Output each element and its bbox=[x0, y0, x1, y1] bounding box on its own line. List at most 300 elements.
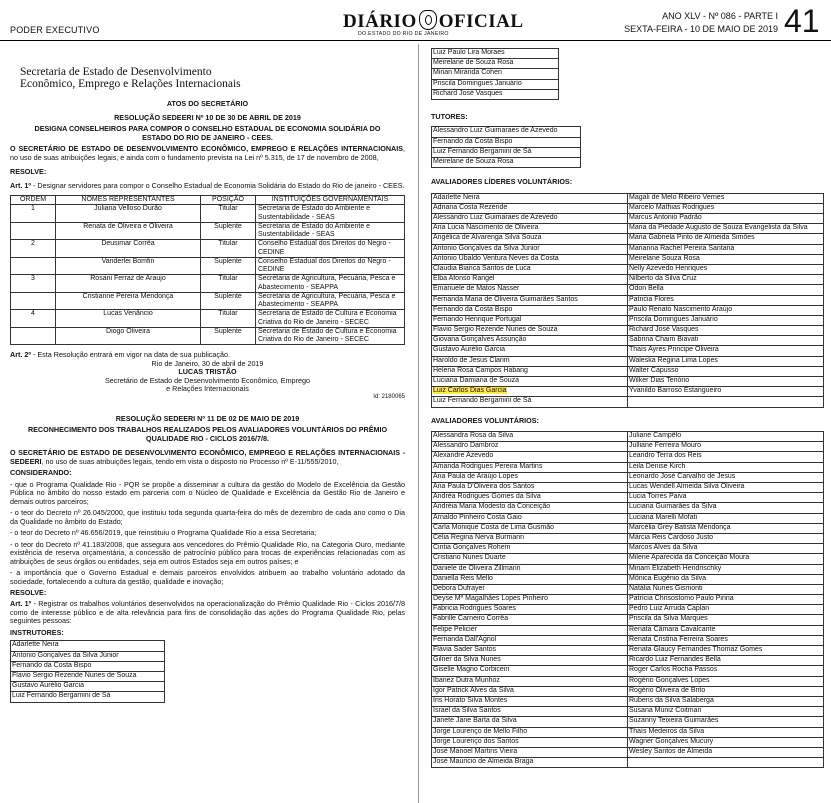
name-cell: Elba Afonso Rangel bbox=[432, 275, 628, 285]
cell-pos: Titular bbox=[201, 205, 256, 223]
name-cell: Giovana Gonçalves Assunção bbox=[432, 336, 628, 346]
place-date: Rio de Janeiro, 30 de abril de 2019 bbox=[151, 358, 264, 368]
name-cell: Gustavo Aurélio Garcia bbox=[432, 346, 628, 356]
name-row bbox=[432, 462, 824, 472]
name-cell: Gilner da Silva Nunes bbox=[432, 656, 628, 666]
resolution-10-subject: DESIGNA CONSELHEIROS PARA COMPOR O CONSELHO ESTADUAL DE ECONOMIA SOLIDÁRIA DO ESTADO DO RIO DE JANEIRO - CEES. bbox=[34, 124, 381, 142]
issue-number: ANO XLV - Nº 086 - PARTE I bbox=[662, 11, 778, 21]
name-cell: Cristiano Nunes Duarte bbox=[432, 554, 628, 564]
name-cell: Nelly Azevedo Henriques bbox=[628, 264, 824, 274]
name-cell: Renata Glaucy Fernandes Thomaz Gomes bbox=[628, 646, 824, 656]
cell-nome: Diogo Oliveira bbox=[56, 327, 201, 345]
name-row bbox=[432, 605, 824, 615]
art1-text: - Designar servidores para compor o Conselho Estadual de Economia Solidária do Estado do Rio de janeiro - CEES. bbox=[31, 180, 405, 190]
name-cell: Walter Capusso bbox=[628, 366, 824, 376]
voluntarios-body bbox=[432, 432, 824, 768]
name-row bbox=[432, 727, 824, 737]
issue-date: SEXTA-FEIRA - 10 DE MAIO DE 2019 bbox=[624, 23, 778, 34]
name-row bbox=[432, 707, 824, 717]
name-cell: Flavio Sergio Rezende Nunes de Souza bbox=[11, 671, 165, 681]
name-cell: Janete Jane Barta da Silva bbox=[432, 717, 628, 727]
cell-ordem bbox=[11, 222, 56, 240]
name-cell: Fernando da Costa Bispo bbox=[432, 137, 581, 147]
name-row bbox=[432, 595, 824, 605]
name-cell: José Mauricio de Almeida Braga bbox=[432, 758, 628, 768]
secretaria-line-1: Secretaria de Estado de Desenvolvimento bbox=[20, 66, 212, 78]
name-cell: Maria da Piedade Augusto de Souza Evangelista da Silva bbox=[628, 224, 824, 234]
left-column bbox=[10, 44, 405, 803]
cell-nome: Vanderlei Bomfin bbox=[56, 257, 201, 275]
name-cell: Gustavo Aurélio Garcia bbox=[11, 682, 165, 692]
name-cell: Paulo Renato Nascimento Araújo bbox=[628, 305, 824, 315]
council-table-body bbox=[11, 205, 405, 345]
name-cell: Patricia Flores bbox=[628, 295, 824, 305]
name-cell: Alexandre Azevedo bbox=[432, 452, 628, 462]
considerando-item: - o teor do Decreto nº 46.656/2019, que reinstituiu o Programa Qualidade Rio a essa Secretaria; bbox=[10, 528, 317, 538]
name-row bbox=[432, 472, 824, 482]
name-cell: Luciana Marelli Mofati bbox=[628, 513, 824, 523]
secretaria-line-2: Econômico, Emprego e Relações Internacionais bbox=[20, 78, 241, 91]
considerando-label: CONSIDERANDO: bbox=[10, 468, 72, 478]
cell-pos: Suplente bbox=[201, 327, 256, 345]
name-row bbox=[432, 544, 824, 554]
page-number: 41 bbox=[784, 3, 820, 39]
council-table-row bbox=[11, 240, 405, 258]
name-row bbox=[432, 717, 824, 727]
name-row bbox=[432, 346, 824, 356]
name-cell: Lucas Wendell Almeida Silva Oliveira bbox=[628, 483, 824, 493]
name-row bbox=[432, 326, 824, 336]
name-cell: Thaís Medeiros da Silva bbox=[628, 727, 824, 737]
name-cell: Ricardo Luiz Fernandes Bella bbox=[628, 656, 824, 666]
name-cell: Daniella Reis Mello bbox=[432, 574, 628, 584]
name-cell: Ibanez Dutra Munhoz bbox=[432, 676, 628, 686]
name-row bbox=[432, 387, 824, 397]
resolve-label: RESOLVE: bbox=[10, 587, 47, 597]
cell-inst: Secretaria de Estado do Ambiente e Sustentabilidade - SEAS bbox=[256, 205, 405, 223]
name-cell: Sabrina Chaim Biavati bbox=[628, 336, 824, 346]
cell-inst: Secretaria de Estado de Cultura e Economia Criativa do Rio de Janeiro - SECEC bbox=[256, 310, 405, 328]
name-cell: Marianna Rachel Pereira Santana bbox=[628, 244, 824, 254]
name-cell: Leila Denise Kirch bbox=[628, 462, 824, 472]
cell-ordem bbox=[11, 327, 56, 345]
intro-rest: , no uso de suas atribuições legais, tendo em vista o disposto no Processo nº E-11/555/2010, bbox=[41, 456, 339, 466]
name-cell: Richard José Vasques bbox=[432, 89, 559, 99]
name-cell: Fernanda Maria de Oliveira Guimarães Santos bbox=[432, 295, 628, 305]
name-row bbox=[11, 682, 165, 692]
name-cell: Haroldo de Jesus Clarim bbox=[432, 356, 628, 366]
name-row bbox=[432, 137, 581, 147]
cell-nome: Renata de Oliveira e Oliveira bbox=[56, 222, 201, 240]
cell-pos: Suplente bbox=[201, 292, 256, 310]
name-cell: Antonio Gonçalves da Silva Júnior bbox=[11, 651, 165, 661]
name-cell: Adarlette Neira bbox=[432, 193, 628, 203]
resolution-11-title: RESOLUÇÃO SEDEERI Nº 11 DE 02 DE MAIO DE 2019 bbox=[115, 413, 300, 423]
name-cell: Igor Patrick Alves da Silva bbox=[432, 686, 628, 696]
name-row bbox=[432, 305, 824, 315]
name-cell: Priscila Domingues Januário bbox=[432, 79, 559, 89]
name-cell: Luiz Paulo Lira Moraes bbox=[432, 49, 559, 59]
name-row bbox=[432, 635, 824, 645]
issue-info bbox=[600, 10, 778, 35]
name-row bbox=[432, 737, 824, 747]
name-row bbox=[432, 676, 824, 686]
name-row bbox=[11, 651, 165, 661]
considerando-item: - o teor do Decreto nº 26.045/2000, que instituiu toda segunda quarta-feira do mês de dezembro de cada ano como o Dia da Qualidade no âmbito do Estado; bbox=[10, 508, 405, 526]
name-cell: Nilberto da Silva Cruz bbox=[628, 275, 824, 285]
cell-ordem bbox=[11, 257, 56, 275]
secretaria-title bbox=[20, 66, 405, 90]
section-label: PODER EXECUTIVO bbox=[10, 25, 100, 35]
continued-names-table bbox=[431, 48, 559, 100]
name-row bbox=[432, 696, 824, 706]
art1 bbox=[10, 600, 405, 625]
name-cell: Patrícia Chrisostomo Paulo Pinna bbox=[628, 595, 824, 605]
name-row bbox=[432, 315, 824, 325]
name-cell: Ana Lucia Nascimento de Oliveira bbox=[432, 224, 628, 234]
name-cell: Meirelane de Souza Rosa bbox=[432, 157, 581, 167]
lideres-label: AVALIADORES LÍDERES VOLUNTÁRIOS: bbox=[431, 177, 573, 187]
intro-rest: , no uso de suas atribuições legais, e ainda com o fundamento prevista na Lei nº 5.315, de 17 de novembro de 2008, bbox=[10, 144, 405, 162]
name-cell: Pedro Luiz Arruda Caplan bbox=[628, 605, 824, 615]
name-cell: Debora Dufrayer bbox=[432, 584, 628, 594]
name-cell: Alessandro Dambroz bbox=[432, 442, 628, 452]
name-cell: Iris Horato Silva Montes bbox=[432, 696, 628, 706]
name-row bbox=[11, 661, 165, 671]
name-cell: Emanuele de Matos Nasser bbox=[432, 285, 628, 295]
cell-pos: Titular bbox=[201, 275, 256, 293]
name-cell: Odon Bella bbox=[628, 285, 824, 295]
name-cell: Alessandro Luiz Guimaraes de Azevedo bbox=[432, 127, 581, 137]
right-column bbox=[431, 44, 824, 803]
column-divider bbox=[418, 44, 419, 803]
name-row bbox=[432, 574, 824, 584]
masthead-diario: DIÁRIO bbox=[343, 11, 417, 32]
name-row bbox=[432, 452, 824, 462]
name-cell: Fernando Henrique Portugal bbox=[432, 315, 628, 325]
cell-pos: Titular bbox=[201, 310, 256, 328]
name-cell: Andréia Maria Modesto da Conceição bbox=[432, 503, 628, 513]
name-cell: Fabricia Rodrigues Soares bbox=[432, 605, 628, 615]
resolution-11-intro bbox=[10, 449, 405, 466]
name-cell: Wilker Dias Tenório bbox=[628, 377, 824, 387]
highlighted-name: Luiz Carlos Dias Garcia bbox=[433, 387, 507, 395]
name-cell: Marcus Antonio Padrão bbox=[628, 214, 824, 224]
name-cell: Adarlette Neira bbox=[11, 641, 165, 651]
masthead-oficial: OFICIAL bbox=[438, 11, 524, 32]
name-cell: Flavio Sergio Rezende Nunes de Souza bbox=[432, 326, 628, 336]
name-cell: Yvanildo Barroso Estangueiro bbox=[628, 387, 824, 397]
name-cell: Natália Nunes Gismonti bbox=[628, 584, 824, 594]
name-cell: Renata Câmara Cavalcante bbox=[628, 625, 824, 635]
name-cell: Thaís Ayres Principe Oliveira bbox=[628, 346, 824, 356]
atos-heading: ATOS DO SECRETÁRIO bbox=[166, 99, 249, 109]
resolution-10-title: RESOLUÇÃO SEDEERI Nº 10 DE 30 DE ABRIL DE 2019 bbox=[114, 112, 301, 122]
name-cell: Arnaldo Pinheiro Costa Gaio bbox=[432, 513, 628, 523]
name-row bbox=[432, 483, 824, 493]
considerando-item: - o teor do Decreto nº 41.183/2008, que assegura aos vencedores do Prêmio Qualidade Rio, na Categoria Ouro, mediante existência de reserva orçamentária, a concessão de patrocínio público para trocas de experiências relacionadas com as atribuições de seus órgãos ou entidades, seja em outros Estados seja em outros países; e bbox=[10, 539, 405, 566]
name-row bbox=[432, 432, 824, 442]
council-table-row bbox=[11, 327, 405, 345]
name-cell: Célia Regina Nerva Burmann bbox=[432, 533, 628, 543]
name-cell: José Manoel Martins Vieira bbox=[432, 747, 628, 757]
cell-pos: Titular bbox=[201, 240, 256, 258]
name-cell: Miriam Elizabeth Hendrischky bbox=[628, 564, 824, 574]
cell-pos: Suplente bbox=[201, 222, 256, 240]
name-cell: Richard José Vasques bbox=[628, 326, 824, 336]
art1-label: Art. 1º bbox=[10, 599, 32, 609]
considerando-item: - que o Programa Qualidade Rio - PQR se propõe a disseminar a cultura da gestão do Modelo de Excelência da Gestão Pública no âmbito do nosso estado em parceria com o Núcleo de Qualidade e Excelência da Gestão Rio de Janeiro e demais outros parceiros; bbox=[10, 479, 405, 506]
name-cell: Angélica de Alvarenga Silva Souza bbox=[432, 234, 628, 244]
cell-ordem: 4 bbox=[11, 310, 56, 328]
name-row bbox=[432, 356, 824, 366]
cell-inst: Secretaria de Estado do Ambiente e Sustentabilidade - SEAS bbox=[256, 222, 405, 240]
name-row bbox=[432, 264, 824, 274]
name-cell: Waleska Regina Lima Lopes bbox=[628, 356, 824, 366]
name-row bbox=[432, 513, 824, 523]
name-row bbox=[432, 523, 824, 533]
coat-of-arms-icon bbox=[419, 10, 437, 30]
name-cell: Luiz Fernando Bergamini de Sá bbox=[432, 397, 628, 407]
name-cell: Rubens da Silva Salaberga bbox=[628, 696, 824, 706]
name-row bbox=[432, 234, 824, 244]
name-cell: Leandro Terra dos Reis bbox=[628, 452, 824, 462]
name-row bbox=[432, 295, 824, 305]
signer-role-1: Secretário de Estado de Desenvolvimento Econômico, Emprego bbox=[105, 375, 310, 385]
cell-inst: Secretaria de Agricultura, Pecuária, Pesca e Abastecimento - SEAPPA bbox=[256, 292, 405, 310]
name-cell: Carla Monique Costa de Lima Gusmão bbox=[432, 523, 628, 533]
name-row bbox=[432, 625, 824, 635]
cell-inst: Conselho Estadual dos Direitos do Negro - CEDINE bbox=[256, 240, 405, 258]
name-cell: Deyse Mª Magalhães Lopes Pinheiro bbox=[432, 595, 628, 605]
name-cell: Israel da Silva Santos bbox=[432, 707, 628, 717]
name-cell: Priscila da Silva Marques bbox=[628, 615, 824, 625]
name-cell: Fernanda Dall'Agnol bbox=[432, 635, 628, 645]
art1-label: Art. 1º bbox=[10, 180, 31, 190]
name-cell bbox=[628, 397, 824, 407]
instrutores-label: INSTRUTORES: bbox=[10, 627, 64, 637]
name-cell: Julliane Ferreira Mouro bbox=[628, 442, 824, 452]
cell-nome: Deusimar Corrêa bbox=[56, 240, 201, 258]
cell-nome: Juliana Velloso Durão bbox=[56, 205, 201, 223]
name-cell: Priscila Domingues Januário bbox=[628, 315, 824, 325]
art1-text: - Registrar os trabalhos voluntários desenvolvidos na operacionalização do Prêmio Qualidade Rio - Ciclos 2016/7/8 como de interesse público e de alta relevância para fins de consolidação das ações do Programa Qualidade Rio, pelas seguintes pessoas: bbox=[10, 599, 405, 626]
cell-nome: Lucas Venâncio bbox=[56, 310, 201, 328]
name-cell: Suzanny Teixeira Guimarães bbox=[628, 717, 824, 727]
name-row bbox=[432, 646, 824, 656]
signer-role-2: e Relações Internacionais bbox=[166, 384, 249, 394]
tutores-table bbox=[431, 126, 581, 168]
cell-inst: Secretaria de Estado de Cultura e Economia Criativa do Rio de Janeiro - SECEC bbox=[256, 327, 405, 345]
name-cell: Jorge Lourenço dos Santos bbox=[432, 737, 628, 747]
name-row bbox=[11, 671, 165, 681]
name-cell: Roger Carlos Rocha Passos bbox=[628, 666, 824, 676]
name-row bbox=[432, 666, 824, 676]
name-cell: Luciana Guimarães da Silva bbox=[628, 503, 824, 513]
name-cell: Fernando da Costa Bispo bbox=[432, 305, 628, 315]
col-nomes: NOMES REPRESENTANTES bbox=[56, 196, 201, 205]
tutores-label: TUTORES: bbox=[431, 111, 468, 121]
name-cell: Adriana Costa Rezende bbox=[432, 203, 628, 213]
name-cell: Claudia Bianca Santos de Luca bbox=[432, 264, 628, 274]
name-cell: Rogério Gonçalves Lopes bbox=[628, 676, 824, 686]
name-cell: Mirian Miranda Cohen bbox=[432, 69, 559, 79]
instrutores-table bbox=[10, 640, 165, 702]
name-cell: Susana Muniz Coitman bbox=[628, 707, 824, 717]
cell-ordem: 3 bbox=[11, 275, 56, 293]
intro-bold: O SECRETÁRIO DE ESTADO DE DESENVOLVIMENTO ECONÔMICO, EMPREGO E RELAÇÕES INTERNACIONAIS bbox=[10, 144, 403, 154]
name-cell: Giselle Magno Corbiceiri bbox=[432, 666, 628, 676]
name-cell: Jorge Lourenço de Mello Filho bbox=[432, 727, 628, 737]
name-row bbox=[432, 366, 824, 376]
name-row bbox=[432, 584, 824, 594]
council-table-row bbox=[11, 275, 405, 293]
name-cell: Juliane Campêlo bbox=[628, 432, 824, 442]
continued-names-body bbox=[432, 49, 559, 100]
name-cell: Wesley Santos de Almeida bbox=[628, 747, 824, 757]
name-cell: Antonio Ubaldo Ventura Neves da Costa bbox=[432, 254, 628, 264]
name-row bbox=[432, 533, 824, 543]
name-row bbox=[432, 615, 824, 625]
cell-inst: Conselho Estadual dos Direitos do Negro - CEDINE bbox=[256, 257, 405, 275]
name-cell: Luiz Fernando Bergamini de Sá bbox=[11, 692, 165, 702]
name-row bbox=[432, 442, 824, 452]
cell-inst: Secretaria de Agricultura, Pecuária, Pesca e Abastecimento - SEAPPA bbox=[256, 275, 405, 293]
name-row bbox=[432, 503, 824, 513]
name-row bbox=[432, 214, 824, 224]
masthead bbox=[343, 10, 524, 33]
council-table bbox=[10, 195, 405, 345]
council-table-row bbox=[11, 257, 405, 275]
name-row bbox=[432, 244, 824, 254]
council-table-header bbox=[11, 196, 405, 205]
cell-nome: Cristianne Pereira Mendonça bbox=[56, 292, 201, 310]
name-cell bbox=[432, 387, 628, 397]
name-row bbox=[432, 758, 824, 768]
name-cell: Amanda Rodrigues Pereira Martins bbox=[432, 462, 628, 472]
name-cell: Helena Rosa Campos Habang bbox=[432, 366, 628, 376]
name-cell: Maria Gabriela Pinto de Almeida Simões bbox=[628, 234, 824, 244]
name-cell: Wagner Gonçalves Mucury bbox=[628, 737, 824, 747]
name-cell: Ana Paula de Araújo Lopes bbox=[432, 472, 628, 482]
cell-pos: Suplente bbox=[201, 257, 256, 275]
name-cell: Daniele de Oliveira Zillmann bbox=[432, 564, 628, 574]
name-row bbox=[11, 692, 165, 702]
resolution-10-intro bbox=[10, 145, 405, 162]
name-cell: Rogério Oliveira de Brito bbox=[628, 686, 824, 696]
tutores-body bbox=[432, 127, 581, 168]
name-row bbox=[432, 564, 824, 574]
name-row bbox=[432, 336, 824, 346]
name-cell: Marcelo Mathias Rodrigues bbox=[628, 203, 824, 213]
name-cell: Fabrille Carneiro Corrêa bbox=[432, 615, 628, 625]
signer-name: LUCAS TRISTÃO bbox=[178, 367, 237, 377]
cell-ordem: 2 bbox=[11, 240, 56, 258]
instrutores-body bbox=[11, 641, 165, 702]
art2-label: Art. 2º bbox=[10, 350, 31, 360]
name-cell: Meirelane de Souza Rosa bbox=[432, 59, 559, 69]
council-table-row bbox=[11, 205, 405, 223]
name-cell: Marcos Alves da Silva bbox=[628, 544, 824, 554]
name-cell: Alessandra Rosa da Silva bbox=[432, 432, 628, 442]
name-row bbox=[11, 641, 165, 651]
name-cell: Marcélia Grey Batista Mendonça bbox=[628, 523, 824, 533]
art2-text: - Esta Resolução entrará em vigor na data de sua publicação. bbox=[31, 350, 230, 360]
intro-bold: O SECRETÁRIO DE ESTADO DE DESENVOLVIMENTO ECONÔMICO, EMPREGO E RELAÇÕES INTERNACIONAIS - SEDEERI bbox=[10, 448, 405, 466]
resolution-11-subject: RECONHECIMENTO DOS TRABALHOS REALIZADOS PELOS AVALIADORES VOLUNTÁRIOS DO PRÊMIO QUALIDADE RIO - CICLOS 2016/7/8. bbox=[27, 425, 388, 443]
name-cell: Alessandro Luiz Guimaraes de Azevedo bbox=[432, 214, 628, 224]
name-cell: Andréa Rodrigues Gomes da Silva bbox=[432, 493, 628, 503]
name-row bbox=[432, 554, 824, 564]
name-row bbox=[432, 127, 581, 137]
masthead-subtitle: DO ESTADO DO RIO DE JANEIRO bbox=[358, 31, 449, 37]
name-row bbox=[432, 157, 581, 167]
col-posicao: POSIÇÃO bbox=[201, 196, 256, 205]
art1 bbox=[10, 182, 405, 190]
name-cell: Meirelane Souza Rosa bbox=[628, 254, 824, 264]
name-cell: Renata Cristina Ferreira Soares bbox=[628, 635, 824, 645]
name-row bbox=[432, 493, 824, 503]
name-row bbox=[432, 686, 824, 696]
name-cell: Luciana Damiana de Souza bbox=[432, 377, 628, 387]
name-cell: Cintia Gonçalves Rohem bbox=[432, 544, 628, 554]
name-cell: Luiz Fernando Bergamini de Sá bbox=[432, 147, 581, 157]
name-row bbox=[432, 89, 559, 99]
name-row bbox=[432, 193, 824, 203]
name-row bbox=[432, 656, 824, 666]
name-row bbox=[432, 79, 559, 89]
name-row bbox=[432, 275, 824, 285]
voluntarios-table bbox=[431, 431, 824, 768]
lideres-body bbox=[432, 193, 824, 407]
name-row bbox=[432, 59, 559, 69]
name-row bbox=[432, 377, 824, 387]
voluntarios-label: AVALIADORES VOLUNTÁRIOS: bbox=[431, 415, 539, 425]
council-table-row bbox=[11, 292, 405, 310]
name-row bbox=[432, 397, 824, 407]
col-ordem: ORDEM bbox=[11, 196, 56, 205]
name-row bbox=[432, 203, 824, 213]
name-cell: Flávia Sader Santos bbox=[432, 646, 628, 656]
col-instituicoes: INSTITUIÇÕES GOVERNAMENTAIS bbox=[256, 196, 405, 205]
name-row bbox=[432, 49, 559, 59]
name-cell: Ana Paula D'Oliveira dos Santos bbox=[432, 483, 628, 493]
name-cell: Mônica Eugênio da Silva bbox=[628, 574, 824, 584]
considerando-item: - a importância que o Governo Estadual e demais parceiros envolvidos atribuem ao trabalho voluntário adotado da sociedade, fortalecendo a cultura da gestão, qualidade e inovação; bbox=[10, 568, 405, 586]
name-row bbox=[432, 747, 824, 757]
cell-nome: Rosani Ferraz de Araujo bbox=[56, 275, 201, 293]
name-row bbox=[432, 254, 824, 264]
name-cell: Magali de Melo Ribeiro Vernes bbox=[628, 193, 824, 203]
council-table-row bbox=[11, 222, 405, 240]
name-row bbox=[432, 69, 559, 79]
page-header bbox=[0, 0, 831, 41]
document-id: Id: 2180065 bbox=[373, 393, 405, 400]
name-row bbox=[432, 285, 824, 295]
name-cell: Fernando da Costa Bispo bbox=[11, 661, 165, 671]
name-row bbox=[432, 147, 581, 157]
name-cell: Antonio Gonçalves da Silva Júnior bbox=[432, 244, 628, 254]
name-cell bbox=[628, 758, 824, 768]
cell-ordem bbox=[11, 292, 56, 310]
name-cell: Leonardo José Carvalho de Jesus bbox=[628, 472, 824, 482]
lideres-table bbox=[431, 193, 824, 408]
name-row bbox=[432, 224, 824, 234]
name-cell: Felipe Pelicier bbox=[432, 625, 628, 635]
name-cell: Lucia Torres Paiva bbox=[628, 493, 824, 503]
name-cell: Milene Aparecida da Conceição Moura bbox=[628, 554, 824, 564]
council-table-row bbox=[11, 310, 405, 328]
